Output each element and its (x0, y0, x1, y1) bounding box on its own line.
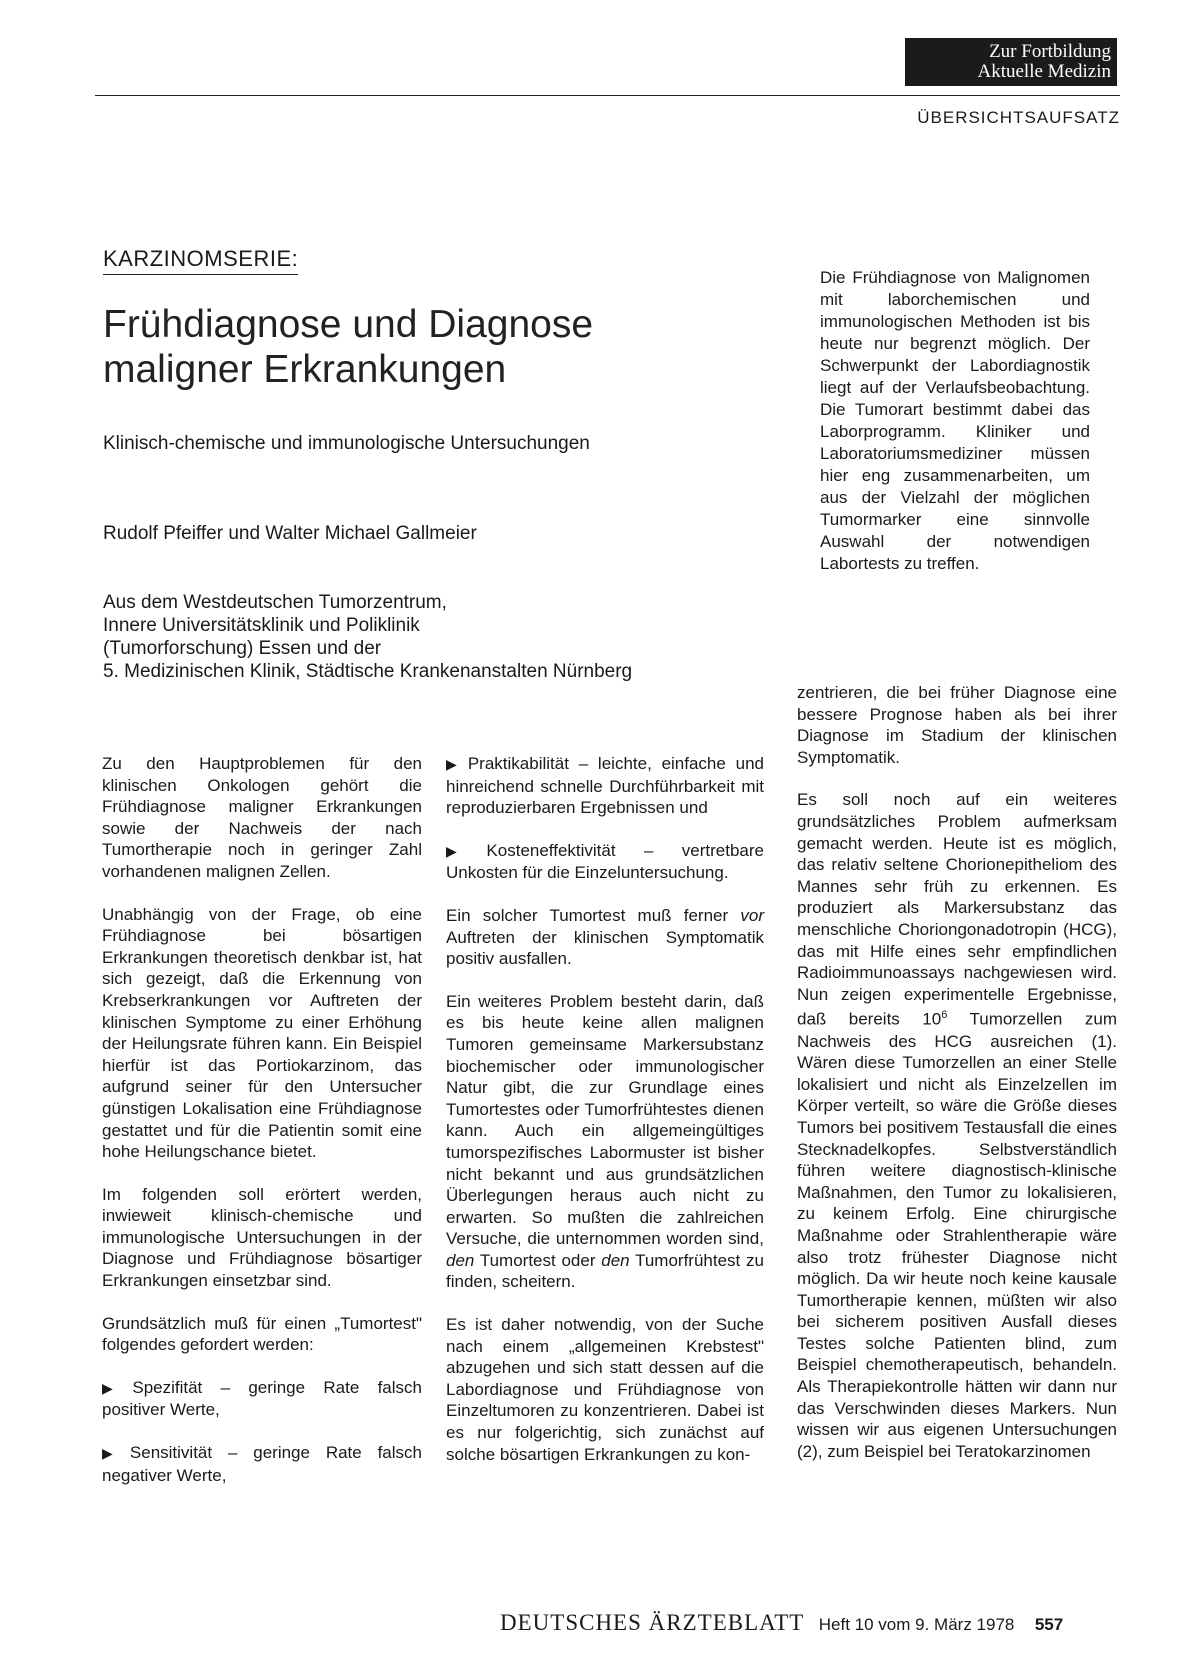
body-column-1 (102, 753, 422, 1507)
italic-run: vor (740, 905, 764, 925)
triangle-bullet-icon: ▶ (102, 1379, 127, 1396)
affiliation-line-3: (Tumorforschung) Essen und der (103, 638, 382, 659)
bullet-text: Kosteneffektivität – vertretbare Unkosten für die Einzeluntersuchung. (446, 840, 764, 883)
text-run: Ein weiteres Problem besteht darin, daß es bis heute keine allen malignen Tumoren gemeinsame Markersubstanz biochemischer oder immunologischer Natur gibt, die zur Grundlage eines Tumortestes oder Tumorfrühtestes dienen kann. Auch ein allgemeingültiges tumorspezifisches Labormuster ist bisher nicht bekannt und aus grundsätzlichen Überlegungen heraus auch nicht zu erwarten. So mußten die zahlreichen Versuche, die unternommen worden sind, (446, 991, 764, 1249)
triangle-bullet-icon: ▶ (446, 842, 481, 859)
article-title (103, 302, 593, 392)
bullet-text: Praktikabilität – leichte, einfache und hinreichend schnelle Durchführbarkeit mit reproduzierbaren Ergebnissen und (446, 754, 764, 818)
bullet-item (446, 753, 764, 819)
journal-name: DEUTSCHES ÄRZTEBLATT (500, 1610, 805, 1635)
title-line-1: Frühdiagnose und Diagnose (103, 303, 594, 346)
badge-line-1: Zur Fortbildung (989, 41, 1111, 62)
paragraph: Im folgenden soll erörtert werden, inwieweit klinisch-chemische und immunologische Untersuchungen in der Diagnose und Frühdiagnose bösartiger Erkrankungen einsetzbar sind. (102, 1184, 422, 1291)
badge-line-2: Aktuelle Medizin (977, 61, 1111, 82)
body-column-2 (446, 753, 764, 1486)
paragraph (446, 991, 764, 1293)
header-rule (95, 95, 1120, 96)
affiliation-line-1: Aus dem Westdeutschen Tumorzentrum, (103, 592, 447, 613)
series-label: KARZINOMSERIE: (103, 246, 298, 275)
text-run: Tumorfrühtest zu finden, scheitern. (446, 1250, 764, 1292)
text-run: Es soll noch auf ein weiteres grundsätzliches Problem aufmerksam gemacht werden. Heute ist es möglich, das relativ seltene Chorionepitheliom des Mannes sehr früh zu erkennen. Es produziert als Markersubstanz das menschliche Choriongonadotropin (HCG), das mit Hilfe eines sehr empfindlichen Radioimmunoassays nachgewiesen wird. Nun zeigen experimentelle Ergebnisse, daß bereits 10 (797, 790, 1117, 1029)
bullet-text: Sensitivität – geringe Rate falsch negativer Werte, (102, 1443, 422, 1485)
page-number: 557 (1034, 1615, 1064, 1634)
bullet-item (102, 1377, 422, 1421)
issue-info: Heft 10 vom 9. März 1978 (818, 1615, 1015, 1634)
paragraph: Grundsätzlich muß für einen „Tumortest" folgendes gefordert werden: (102, 1313, 422, 1355)
paragraph: zentrieren, die bei früher Diagnose eine bessere Prognose haben als bei ihrer Diagnose im Stadium der klinischen Symptomatik. (797, 683, 1117, 767)
text-run: Ein solcher Tumortest muß ferner (446, 905, 741, 925)
paragraph (446, 905, 764, 970)
text-run: Tumortest oder (474, 1250, 602, 1270)
paragraph: Unabhängig von der Frage, ob eine Frühdiagnose bei bösartigen Erkrankungen theoretisch denkbar ist, hat sich gezeigt, daß die Erkennung von Krebserkrankungen vor Auftreten der klinischen Symptome zu einer Erhöhung der Heilungsrate führen kann. Ein Beispiel hierfür ist das Portiokarzinom, das aufgrund seiner für den Untersucher günstigen Lokalisation eine Frühdiagnose gestattet und für die Patientin somit eine hohe Heilungschance bietet. (102, 904, 422, 1162)
superscript: 6 (941, 1009, 948, 1022)
bullet-text: Spezifität – geringe Rate falsch positiver Werte, (102, 1377, 422, 1420)
article-subtitle: Klinisch-chemische und immunologische Untersuchungen (103, 433, 590, 454)
bullet-item (102, 1442, 422, 1486)
body-column-3 (797, 682, 1117, 1483)
title-line-2: maligner Erkrankungen (103, 348, 507, 391)
authors: Rudolf Pfeiffer und Walter Michael Gallmeier (103, 523, 477, 544)
bullet-item (446, 840, 764, 884)
triangle-bullet-icon: ▶ (102, 1445, 124, 1462)
category-badge (905, 38, 1117, 86)
paragraph: Es ist daher notwendig, von der Suche nach einem „allgemeinen Krebstest" abzugehen und sich statt dessen auf die Labordiagnose und Frühdiagnose von Einzeltumoren zu konzentrieren. Dabei ist es nur folgerichtig, sich zunächst auf solche bösartigen Erkrankungen zu kon- (446, 1315, 764, 1464)
text-run: Tumorzellen zum Nachweis des HCG ausreichen (1). Wären diese Tumorzellen an einer Stelle lokalisiert und nicht als Einzelzellen im Körper verteilt, so wäre die Größe dieses Tumors bei positivem Testausfall die eines Stecknadelkopfes. Selbstverständlich führen weitere diagnostisch-klinische Maßnahmen, den Tumor zu lokalisieren, zu keinem Erfolg. Eine chirurgische Maßnahme oder Strahlentherapie wäre also trotz frühester Diagnose nicht möglich. Da wir heute noch keine kausale Tumortherapie kennen, müßten wir also bei sicherem positiven Ausfall dieses Testes solche Patienten blind, zum Beispiel chemotherapeutisch, behandeln. Als Therapiekontrolle hätten wir dann nur das Verschwinden dieses Markers. Nun wissen wir aus eigenen Untersuchungen (2), zum Beispiel bei Teratokarzinomen (797, 1009, 1117, 1461)
italic-run: den (601, 1250, 630, 1270)
page-footer (500, 1610, 1063, 1636)
affiliation-line-2: Innere Universitätsklinik und Poliklinik (103, 615, 420, 636)
paragraph: Zu den Hauptproblemen für den klinischen Onkologen gehört die Frühdiagnose maligner Erkrankungen sowie der Nachweis der nach Tumortherapie noch in geringer Zahl vorhandenen malignen Zellen. (102, 754, 422, 881)
paragraph (797, 789, 1117, 1462)
italic-run: den (446, 1250, 475, 1270)
section-label: ÜBERSICHTSAUFSATZ (917, 108, 1120, 127)
affiliation-line-4: 5. Medizinischen Klinik, Städtische Krankenanstalten Nürnberg (103, 661, 633, 682)
abstract: Die Frühdiagnose von Malignomen mit laborchemischen und immunologischen Methoden ist bis heute nur begrenzt möglich. Der Schwerpunkt der Labordiagnostik liegt auf der Verlaufsbeobachtung. Die Tumorart bestimmt dabei das Laborprogramm. Kliniker und Laboratoriumsmediziner müssen hier eng zusammenarbeiten, um aus der Vielzahl der möglichen Tumormarker eine sinnvolle Auswahl der notwendigen Labortests zu treffen. (820, 268, 1090, 573)
affiliation (103, 591, 632, 683)
text-run: Auftreten der klinischen Symptomatik positiv ausfallen. (446, 927, 764, 969)
triangle-bullet-icon: ▶ (446, 756, 462, 772)
